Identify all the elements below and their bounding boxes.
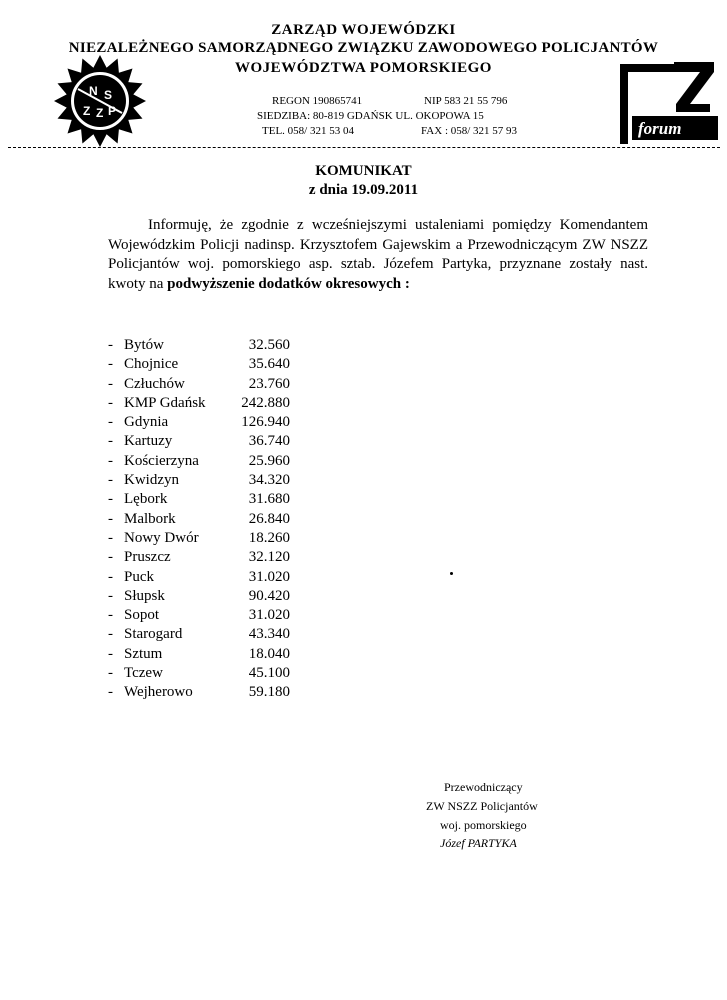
list-item [108,587,368,606]
document-date: z dnia 19.09.2011 [308,182,419,198]
list-item [108,529,368,548]
list-dash: - [108,645,113,662]
tel-text: TEL. 058/ 321 53 04 [262,125,354,137]
list-dash: - [108,587,113,604]
list-dash: - [108,568,113,585]
list-city: Kartuzy [124,433,173,450]
list-item [108,625,368,644]
list-dash: - [108,626,113,643]
list-amount: 26.840 [248,510,290,527]
list-dash: - [108,684,113,701]
address-text: SIEDZIBA: 80-819 GDAŃSK UL. OKOPOWA 15 [257,110,484,122]
list-dash: - [108,549,113,566]
list-amount: 25.960 [248,452,290,469]
list-item [108,394,368,413]
stray-dot [450,572,453,575]
list-item [108,568,368,587]
regon-text: REGON 190865741 [272,95,363,107]
list-amount: 242.880 [241,394,290,411]
list-item [108,355,368,374]
org-header-line2: NIEZALEŻNEGO SAMORZĄDNEGO ZWIĄZKU ZAWODOWEGO POLICJANTÓW [68,40,659,56]
badge-letter-p: P [108,104,117,118]
list-city: Chojnice [124,356,179,373]
list-dash: - [108,491,113,508]
list-dash: - [108,414,113,431]
list-item [108,413,368,432]
signature-org: ZW NSZZ Policjantów [426,799,538,813]
body-text: Informuję, że zgodnie z wcześniejszymi ustaleniami pomiędzy Komendantem Wojewódzkim Policji nadinsp. Krzysztofem Gajewskim a Przewodniczącym ZW NSZZ Policjantów woj. pomorskiego asp. sztab. Józefem Partyka, przyznane zostały nast. kwoty na [108,217,648,292]
list-dash: - [108,375,113,392]
nip-text: NIP 583 21 55 796 [424,95,508,107]
body-paragraph [108,216,648,294]
list-dash: - [108,665,113,682]
list-item [108,375,368,394]
list-amount: 18.040 [248,645,290,662]
signature-name: Józef PARTYKA [440,836,517,850]
list-amount: 31.680 [248,491,290,508]
list-amount: 23.760 [248,375,290,392]
org-header-line3: WOJEWÓDZTWA POMORSKIEGO [235,60,492,76]
list-city: Puck [124,568,154,585]
list-dash: - [108,510,113,527]
list-dash: - [108,394,113,411]
list-amount: 34.320 [248,472,290,489]
nszzp-badge-logo [52,53,148,149]
list-item [108,683,368,702]
list-dash: - [108,337,113,353]
list-city: KMP Gdańsk [124,394,206,411]
list-amount: 59.180 [248,684,290,701]
list-city: Malbork [124,510,176,527]
list-amount: 45.100 [248,665,290,682]
list-amount: 126.940 [241,414,290,431]
list-amount: 31.020 [248,568,290,585]
list-city: Kwidzyn [124,472,179,489]
list-item [108,664,368,683]
org-header-line1: ZARZĄD WOJEWÓDZKI [271,22,456,38]
list-item [108,490,368,509]
list-dash: - [108,433,113,450]
header-divider [8,147,720,148]
list-amount: 32.120 [248,549,290,566]
list-amount: 36.740 [248,433,290,450]
zz-forum-logo [614,58,722,150]
list-city: Sopot [124,607,160,624]
list-item [108,645,368,664]
list-amount: 43.340 [248,626,290,643]
list-city: Bytów [124,337,165,353]
list-dash: - [108,356,113,373]
list-dash: - [108,452,113,469]
list-item [108,548,368,567]
badge-letter-z1: Z [83,104,91,118]
list-city: Starogard [124,626,183,643]
amount-list [108,336,368,703]
list-city: Tczew [124,665,163,682]
badge-letter-n: N [89,84,98,98]
list-amount: 18.260 [248,529,290,546]
list-amount: 32.560 [248,337,290,353]
list-item [108,432,368,451]
badge-letter-z2: Z [96,106,104,120]
list-city: Gdynia [124,414,169,431]
list-amount: 90.420 [248,587,290,604]
list-item [108,510,368,529]
list-city: Słupsk [124,587,165,604]
signature-region: woj. pomorskiego [440,818,527,832]
list-amount: 35.640 [248,356,290,373]
logo-mark-letter: Z [614,58,615,59]
list-city: Lębork [124,491,168,508]
list-item [108,336,368,355]
list-city: Pruszcz [124,549,171,566]
body-bold-text: podwyższenie dodatków okresowych : [167,275,410,292]
list-city: Wejherowo [124,684,193,701]
fax-text: FAX : 058/ 321 57 93 [421,125,518,137]
list-city: Sztum [124,645,163,662]
list-dash: - [108,607,113,624]
signature-title: Przewodniczący [444,780,523,794]
badge-letter-s: S [104,88,113,102]
list-item [108,606,368,625]
list-item [108,471,368,490]
list-city: Człuchów [124,375,185,392]
list-amount: 31.020 [248,607,290,624]
list-dash: - [108,472,113,489]
list-city: Kościerzyna [124,452,199,469]
forum-logo-text: forum [638,119,682,138]
list-dash: - [108,529,113,546]
document-title: KOMUNIKAT [315,163,412,179]
list-item [108,452,368,471]
list-city: Nowy Dwór [124,529,199,546]
